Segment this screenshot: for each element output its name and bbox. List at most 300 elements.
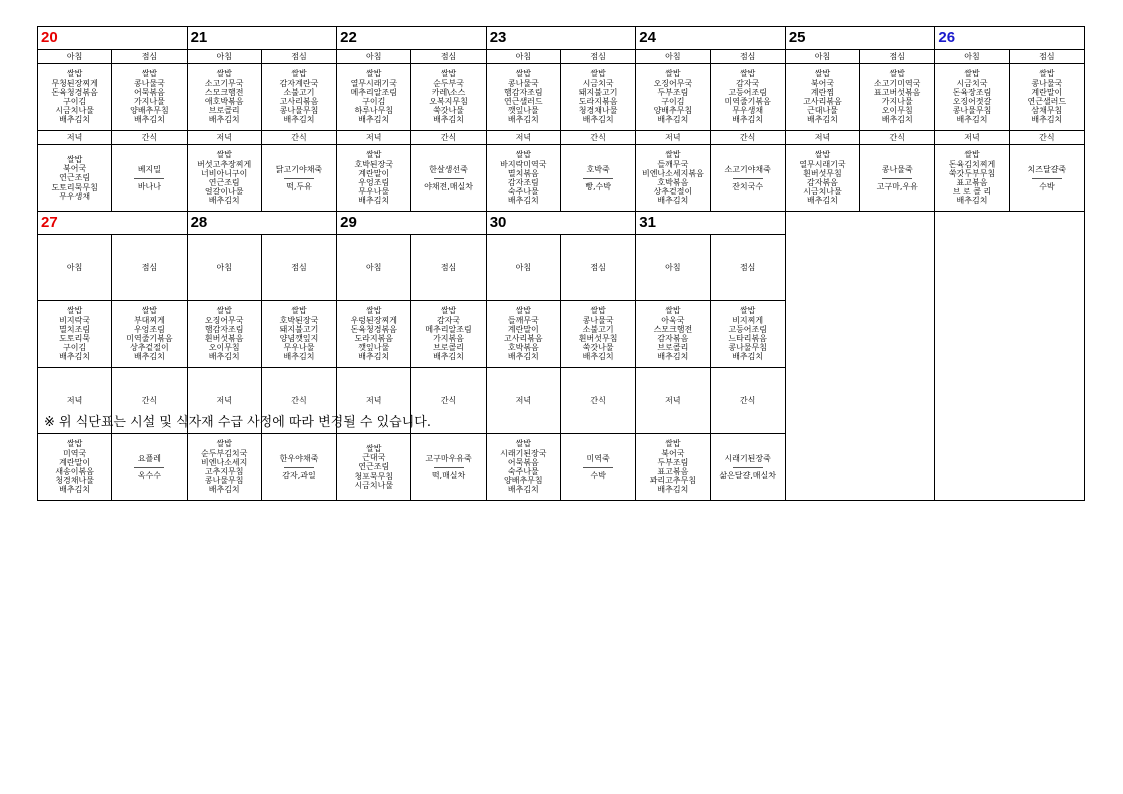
meal-label-snack: 간식 bbox=[860, 131, 935, 145]
snack-divider bbox=[284, 467, 314, 468]
menu-item: 계란말이 bbox=[1031, 87, 1063, 97]
snack-divider bbox=[733, 178, 763, 179]
dinner-menu bbox=[38, 145, 112, 212]
menu-item: 연근조림 bbox=[208, 178, 240, 187]
menu-item: 배추김치 bbox=[208, 485, 240, 495]
meal-label-snack: 간식 bbox=[560, 368, 635, 434]
snack-item: 잔치국수 bbox=[732, 181, 764, 191]
menu-item: 도토리묵무침 bbox=[51, 182, 98, 192]
meal-label-lunch: 점심 bbox=[112, 50, 187, 64]
menu-item: 콩나물무침 bbox=[952, 106, 992, 116]
menu-item: 감자국 bbox=[736, 78, 760, 88]
menu-item: 쌀밥 bbox=[964, 69, 980, 79]
snack-divider bbox=[434, 467, 464, 468]
menu-item: 배추김치 bbox=[507, 352, 539, 362]
meal-label-lunch: 점심 bbox=[860, 50, 935, 64]
menu-item: 배추김치 bbox=[59, 352, 91, 362]
snack-item: 떡,매실차 bbox=[431, 470, 466, 480]
menu-item: 하루나무침 bbox=[354, 106, 394, 116]
snack-item: 수박 bbox=[1039, 181, 1055, 191]
breakfast-menu bbox=[486, 301, 560, 368]
meal-label-breakfast: 아침 bbox=[785, 50, 859, 64]
snack-item: 수박 bbox=[590, 470, 606, 480]
menu-item: 고사리볶음 bbox=[504, 334, 543, 343]
empty-day-cell bbox=[935, 235, 1085, 301]
menu-item: 가지나물 bbox=[881, 97, 913, 106]
menu-item: 연근샐러드 bbox=[1027, 97, 1067, 106]
dinner-menu bbox=[187, 434, 261, 501]
snack-menu bbox=[411, 434, 486, 501]
menu-item: 열무시래기국 bbox=[799, 159, 846, 169]
meal-label-dinner: 저녁 bbox=[337, 131, 411, 145]
menu-item: 쌀밥 bbox=[1039, 69, 1055, 79]
menu-item: 쌀밥 bbox=[216, 150, 232, 160]
menu-item: 쌀밥 bbox=[216, 306, 232, 316]
menu-item: 어묵볶음 bbox=[507, 457, 539, 467]
snack-menu bbox=[411, 145, 486, 212]
menu-item: 배추김치 bbox=[59, 485, 91, 495]
snack-item: 떡,두유 bbox=[286, 181, 312, 191]
menu-item: 오징어무국 bbox=[204, 315, 244, 325]
breakfast-menu bbox=[636, 301, 710, 368]
breakfast-menu bbox=[636, 64, 710, 131]
menu-item: 쌀밥 bbox=[141, 69, 158, 79]
menu-item: 배추김치 bbox=[283, 352, 315, 362]
snack-item: 베지밀 bbox=[137, 165, 162, 175]
meal-label-snack: 간식 bbox=[710, 131, 785, 145]
menu-item: 소불고기 bbox=[283, 87, 315, 97]
menu-item: 쌀밥 bbox=[515, 150, 532, 160]
menu-item: 오이무침 bbox=[208, 343, 240, 353]
dinner-menu bbox=[935, 145, 1009, 212]
menu-item: 콩나물무침 bbox=[728, 343, 767, 353]
menu-item: 돈육김치찌게 bbox=[948, 159, 996, 169]
menu-item: 배추김치 bbox=[208, 352, 240, 362]
snack-item: 소고기야채죽 bbox=[724, 165, 771, 175]
breakfast-menu bbox=[785, 64, 859, 131]
menu-item: 쌀밥 bbox=[291, 69, 307, 79]
menu-item: 연근조림 bbox=[59, 173, 91, 183]
meal-label-lunch: 점심 bbox=[411, 235, 486, 301]
menu-item: 청경채나물 bbox=[55, 476, 94, 486]
menu-item: 쑥갓나물 bbox=[582, 343, 614, 353]
menu-item: 순두부국 bbox=[433, 78, 464, 88]
dinner-menu bbox=[486, 145, 560, 212]
snack-divider bbox=[1032, 178, 1062, 179]
menu-item: 고사리볶음 bbox=[803, 97, 842, 106]
empty-day-cell bbox=[785, 368, 935, 434]
snack-menu bbox=[112, 145, 187, 212]
menu-item: 도토리묵 bbox=[59, 334, 91, 343]
menu-item: 오이무침 bbox=[881, 106, 913, 116]
menu-item: 구이김 bbox=[63, 343, 87, 353]
menu-item: 구이김 bbox=[63, 97, 87, 106]
empty-day-cell bbox=[935, 434, 1085, 501]
day-date: 30 bbox=[486, 212, 636, 235]
menu-item: 돈육청경볶음 bbox=[350, 324, 397, 334]
menu-item: 비지락국 bbox=[59, 315, 91, 325]
menu-item: 고등어조림 bbox=[728, 87, 767, 97]
menu-item: 도라지볶음 bbox=[354, 334, 394, 343]
menu-item: 우엉조림 bbox=[358, 178, 390, 187]
lunch-menu bbox=[710, 64, 785, 131]
meal-row bbox=[38, 434, 1085, 501]
menu-item: 쌀밥 bbox=[739, 306, 756, 316]
menu-item: 소고기무국 bbox=[204, 78, 244, 88]
snack-menu bbox=[710, 145, 785, 212]
meal-label-dinner: 저녁 bbox=[187, 131, 261, 145]
menu-item: 양념깻잎지 bbox=[279, 334, 319, 343]
menu-item: 호박볶음 bbox=[657, 178, 689, 187]
menu-item: 고등어조림 bbox=[728, 324, 767, 334]
empty-day-cell bbox=[785, 235, 935, 301]
lunch-menu bbox=[261, 64, 336, 131]
dinner-menu bbox=[337, 145, 411, 212]
snack-item: 옥수수 bbox=[137, 470, 162, 480]
empty-day-cell bbox=[785, 301, 935, 368]
lunch-menu bbox=[710, 301, 785, 368]
menu-item: 비엔나소세지볶음 bbox=[641, 168, 704, 178]
menu-item: 북어국 bbox=[810, 78, 835, 88]
menu-item: 우엉조림 bbox=[133, 324, 165, 334]
menu-item: 배추김치 bbox=[732, 352, 764, 362]
menu-item: 배추김치 bbox=[358, 352, 390, 362]
snack-menu bbox=[560, 434, 635, 501]
menu-item: 근대국 bbox=[362, 453, 386, 463]
meal-row bbox=[38, 301, 1085, 368]
snack-item: 바나나 bbox=[137, 181, 162, 191]
day-date: 20 bbox=[38, 27, 188, 50]
menu-item: 가지나물 bbox=[133, 97, 165, 106]
menu-item: 북어국 bbox=[661, 448, 685, 458]
menu-item: 어묵볶음 bbox=[133, 87, 165, 97]
menu-item: 배추김치 bbox=[657, 485, 689, 495]
menu-item: 구이김 bbox=[661, 97, 685, 106]
menu-item: 쌀밥 bbox=[590, 306, 606, 316]
menu-item: 표고볶음 bbox=[956, 178, 988, 187]
menu-item: 배추김치 bbox=[433, 352, 464, 362]
menu-item: 햄감자조림 bbox=[504, 87, 543, 97]
dinner-menu bbox=[486, 434, 560, 501]
menu-item: 쌀밥 bbox=[665, 306, 681, 316]
menu-item: 느타리볶음 bbox=[728, 334, 767, 343]
menu-item: 쌀밥 bbox=[440, 306, 457, 316]
menu-item: 콩나물국 bbox=[1031, 78, 1063, 88]
menu-item: 쌀밥 bbox=[366, 150, 382, 160]
menu-item: 시금치국 bbox=[582, 78, 614, 88]
menu-item: 돈육청경볶음 bbox=[51, 87, 98, 97]
menu-item: 북어국 bbox=[63, 164, 87, 174]
menu-item: 열무시래기국 bbox=[350, 78, 397, 88]
meal-label-breakfast: 아침 bbox=[486, 235, 560, 301]
menu-item: 흰버섯무침 bbox=[803, 168, 842, 178]
snack-item: 빵,수박 bbox=[585, 181, 611, 191]
menu-item: 카레\소스 bbox=[431, 87, 466, 97]
menu-item: 돼지불고기 bbox=[578, 87, 618, 97]
menu-item: 쌀밥 bbox=[291, 306, 307, 316]
menu-item: 숙주나물 bbox=[507, 467, 539, 476]
meal-label-dinner: 저녁 bbox=[187, 368, 261, 434]
meal-label-lunch: 점심 bbox=[112, 235, 187, 301]
menu-item: 호박된장국 bbox=[354, 159, 394, 169]
snack-menu bbox=[1009, 145, 1084, 212]
lunch-menu bbox=[560, 64, 635, 131]
menu-item: 시금치나물 bbox=[55, 106, 94, 116]
menu-item: 배추김치 bbox=[133, 115, 165, 125]
snack-item: 콩나물죽 bbox=[881, 165, 913, 175]
menu-item: 배추김치 bbox=[507, 115, 539, 125]
menu-item: 쌀밥 bbox=[366, 443, 382, 453]
menu-item: 무청된장찌게 bbox=[51, 78, 98, 88]
meal-label-lunch: 점심 bbox=[261, 50, 336, 64]
meal-label-dinner: 저녁 bbox=[337, 368, 411, 434]
menu-item: 새송이볶음 bbox=[55, 467, 94, 476]
meal-label-breakfast: 아침 bbox=[337, 50, 411, 64]
menu-item: 상추겉절이 bbox=[130, 343, 169, 353]
menu-item: 콩나물무침 bbox=[204, 476, 244, 486]
breakfast-menu bbox=[38, 64, 112, 131]
menu-item: 우렁된장찌게 bbox=[350, 315, 397, 325]
meal-row bbox=[38, 64, 1085, 131]
menu-item: 스모크햄전 bbox=[653, 324, 693, 334]
menu-change-notice: ※ 위 식단표는 시설 및 식자재 수급 사정에 따라 변경될 수 있습니다. bbox=[44, 415, 431, 430]
snack-menu bbox=[560, 145, 635, 212]
day-date: 29 bbox=[337, 212, 487, 235]
menu-item: 시금치나물 bbox=[354, 480, 394, 490]
menu-item: 순두부김치국 bbox=[201, 448, 248, 458]
menu-item: 배추김치 bbox=[507, 485, 539, 495]
menu-item: 상추겉절이 bbox=[653, 187, 693, 197]
menu-item: 배추김치 bbox=[59, 115, 91, 125]
menu-item: 멸치볶음 bbox=[507, 168, 539, 178]
snack-menu bbox=[112, 434, 187, 501]
snack-item: 닭고기야채죽 bbox=[275, 165, 323, 175]
snack-item: 요플레 bbox=[137, 454, 162, 464]
menu-item: 흰버섯무침 bbox=[578, 334, 618, 343]
menu-item: 배추김치 bbox=[806, 196, 838, 206]
meal-label-lunch: 점심 bbox=[411, 50, 486, 64]
menu-item: 꽈리고추무침 bbox=[649, 476, 697, 486]
snack-menu bbox=[710, 434, 785, 501]
breakfast-menu bbox=[187, 301, 261, 368]
menu-item: 들깨무국 bbox=[657, 159, 689, 169]
menu-item: 콩나물국 bbox=[582, 315, 614, 325]
menu-item: 쌀밥 bbox=[66, 439, 83, 449]
menu-item: 쌀밥 bbox=[814, 69, 831, 79]
day-date: 23 bbox=[486, 27, 636, 50]
menu-item: 브로콜리 bbox=[208, 106, 240, 116]
menu-item: 쌀밥 bbox=[366, 69, 382, 79]
meal-label-breakfast: 아침 bbox=[38, 235, 112, 301]
menu-item: 배추김치 bbox=[657, 196, 689, 206]
menu-item: 구이김 bbox=[362, 97, 386, 106]
dinner-menu bbox=[38, 434, 112, 501]
meal-label-breakfast: 아침 bbox=[337, 235, 411, 301]
snack-menu bbox=[860, 145, 935, 212]
menu-item: 계란찜 bbox=[810, 87, 835, 97]
snack-item: 호박죽 bbox=[586, 165, 610, 175]
menu-item: 배추김치 bbox=[507, 196, 539, 206]
day-date: 21 bbox=[187, 27, 337, 50]
meal-label-breakfast: 아침 bbox=[187, 50, 261, 64]
menu-item: 배추김치 bbox=[582, 115, 614, 125]
meal-label-breakfast: 아침 bbox=[187, 235, 261, 301]
snack-menu bbox=[261, 145, 336, 212]
menu-item: 양배추무침 bbox=[653, 106, 693, 116]
menu-item: 시금치나물 bbox=[803, 187, 842, 197]
menu-item: 배추김치 bbox=[1031, 115, 1063, 125]
meal-label-snack: 간식 bbox=[112, 368, 187, 434]
snack-divider bbox=[134, 178, 164, 179]
meal-label-lunch: 점심 bbox=[261, 235, 336, 301]
menu-item: 콩나물국 bbox=[507, 78, 539, 88]
snack-item: 한살생선죽 bbox=[429, 165, 468, 175]
lunch-menu bbox=[261, 301, 336, 368]
snack-item: 한우야채죽 bbox=[279, 454, 319, 464]
snack-item: 삶은달걀,매실차 bbox=[719, 470, 776, 480]
empty-day-cell bbox=[785, 434, 935, 501]
menu-item: 스모크햄전 bbox=[204, 87, 244, 97]
menu-item: 쑥갓두부무침 bbox=[948, 168, 996, 178]
menu-item: 소고기미역국 bbox=[874, 78, 921, 88]
menu-item: 쌀밥 bbox=[216, 69, 232, 79]
day-date: 25 bbox=[785, 27, 935, 50]
menu-item: 미역국 bbox=[63, 448, 87, 458]
breakfast-menu bbox=[486, 64, 560, 131]
menu-item: 감자조림 bbox=[507, 178, 539, 187]
meal-label-dinner: 저녁 bbox=[486, 368, 560, 434]
menu-item: 쌀밥 bbox=[590, 69, 606, 79]
menu-item: 쌀밥 bbox=[66, 306, 83, 316]
menu-item: 양배추무침 bbox=[504, 476, 543, 486]
menu-item: 감자계란국 bbox=[279, 78, 319, 88]
menu-item: 쌀밥 bbox=[964, 150, 980, 160]
menu-item: 쌀밥 bbox=[515, 306, 532, 316]
menu-item: 양배추무침 bbox=[130, 106, 169, 116]
empty-day-cell bbox=[935, 368, 1085, 434]
meal-label-dinner: 저녁 bbox=[38, 368, 112, 434]
menu-item: 청경채나물 bbox=[578, 106, 618, 116]
day-date: 31 bbox=[636, 212, 786, 235]
meal-label-lunch: 점심 bbox=[560, 235, 635, 301]
meal-label-dinner: 저녁 bbox=[636, 368, 710, 434]
meal-label-snack: 간식 bbox=[411, 368, 486, 434]
menu-item: 호박볶음 bbox=[507, 343, 539, 353]
menu-item: 감자볶음 bbox=[657, 334, 689, 343]
menu-item: 두부조림 bbox=[657, 457, 689, 467]
snack-item: 시래기된장죽 bbox=[724, 454, 771, 464]
menu-item: 표고버섯볶음 bbox=[874, 87, 921, 97]
meal-label-dinner: 저녁 bbox=[38, 131, 112, 145]
snack-item: 미역죽 bbox=[586, 454, 610, 464]
menu-item: 호박된장국 bbox=[279, 315, 319, 325]
menu-item: 연근조림 bbox=[358, 462, 390, 472]
snack-divider bbox=[284, 178, 314, 179]
menu-item: 시금치국 bbox=[956, 78, 988, 88]
menu-item: 브로콜리 bbox=[433, 343, 464, 353]
meal-label-snack: 간식 bbox=[261, 368, 336, 434]
menu-item: 쌀밥 bbox=[440, 69, 457, 79]
meal-label-breakfast: 아침 bbox=[636, 235, 710, 301]
menu-item: 배추김치 bbox=[358, 115, 390, 125]
menu-item: 배추김치 bbox=[657, 115, 689, 125]
menu-item: 무우생채 bbox=[59, 191, 91, 201]
breakfast-menu bbox=[38, 301, 112, 368]
snack-divider bbox=[434, 178, 464, 179]
menu-item: 들깨무국 bbox=[507, 315, 539, 325]
menu-item: 연근샐러드 bbox=[504, 97, 543, 106]
menu-item: 돈육장조림 bbox=[952, 87, 992, 97]
date-row bbox=[38, 27, 1085, 50]
meal-label-snack: 간식 bbox=[261, 131, 336, 145]
menu-item: 아욱국 bbox=[661, 315, 685, 325]
menu-item: 미역줄기볶음 bbox=[126, 334, 173, 343]
snack-item: 고구마,우유 bbox=[876, 181, 918, 191]
menu-item: 쌀밥 bbox=[141, 306, 158, 316]
dinner-menu bbox=[785, 145, 859, 212]
meal-label-breakfast: 아침 bbox=[636, 50, 710, 64]
menu-item: 비엔나소세지 bbox=[201, 457, 248, 467]
menu-item: 부대찌게 bbox=[133, 315, 165, 325]
empty-day-cell bbox=[935, 212, 1085, 235]
menu-item: 쌀밥 bbox=[66, 154, 83, 164]
menu-item: 무우나물 bbox=[358, 187, 390, 197]
menu-item: 배추김치 bbox=[133, 352, 165, 362]
menu-item: 배추김치 bbox=[956, 115, 988, 125]
menu-item: 배추김치 bbox=[732, 115, 764, 125]
breakfast-menu bbox=[187, 64, 261, 131]
dinner-menu bbox=[337, 434, 411, 501]
menu-item: 쌀밥 bbox=[515, 69, 532, 79]
snack-divider bbox=[733, 467, 763, 468]
menu-item: 배추김치 bbox=[208, 196, 240, 206]
meal-row bbox=[38, 145, 1085, 212]
menu-item: 가지볶음 bbox=[433, 334, 464, 343]
day-date: 24 bbox=[636, 27, 786, 50]
meal-label-dinner: 저녁 bbox=[935, 131, 1009, 145]
menu-item: 애호박볶음 bbox=[204, 97, 244, 106]
menu-item: 쌀밥 bbox=[889, 69, 905, 79]
menu-item: 쌀밥 bbox=[739, 69, 756, 79]
menu-item: 근대나물 bbox=[806, 106, 838, 116]
menu-item: 배추김치 bbox=[956, 196, 988, 206]
menu-item: 메추리알조림 bbox=[425, 324, 472, 334]
menu-item: 고사리볶음 bbox=[279, 97, 319, 106]
menu-item: 무우생채 bbox=[732, 106, 764, 116]
snack-divider bbox=[583, 467, 613, 468]
menu-item: 배추김치 bbox=[881, 115, 913, 125]
snack-divider bbox=[583, 178, 613, 179]
menu-item: 깻잎나물 bbox=[358, 343, 390, 353]
meal-label-snack: 간식 bbox=[560, 131, 635, 145]
day-date: 27 bbox=[38, 212, 188, 235]
menu-item: 계란말이 bbox=[59, 457, 91, 467]
menu-item: 햄감자조림 bbox=[204, 324, 244, 334]
meal-label-row bbox=[38, 235, 1085, 301]
menu-item: 배추김치 bbox=[806, 115, 838, 125]
menu-item: 콩나물무침 bbox=[279, 106, 319, 116]
menu-item: 무우나물 bbox=[283, 343, 315, 353]
meal-label-lunch: 점심 bbox=[560, 50, 635, 64]
lunch-menu bbox=[112, 64, 187, 131]
meal-label-snack: 간식 bbox=[112, 131, 187, 145]
menu-item: 바지락미역국 bbox=[500, 159, 547, 169]
snack-divider bbox=[134, 467, 164, 468]
menu-item: 계란말이 bbox=[358, 168, 390, 178]
snack-item: 야채전,매실차 bbox=[424, 181, 473, 191]
menu-item: 감자볶음 bbox=[806, 178, 838, 187]
dinner-menu bbox=[187, 145, 261, 212]
